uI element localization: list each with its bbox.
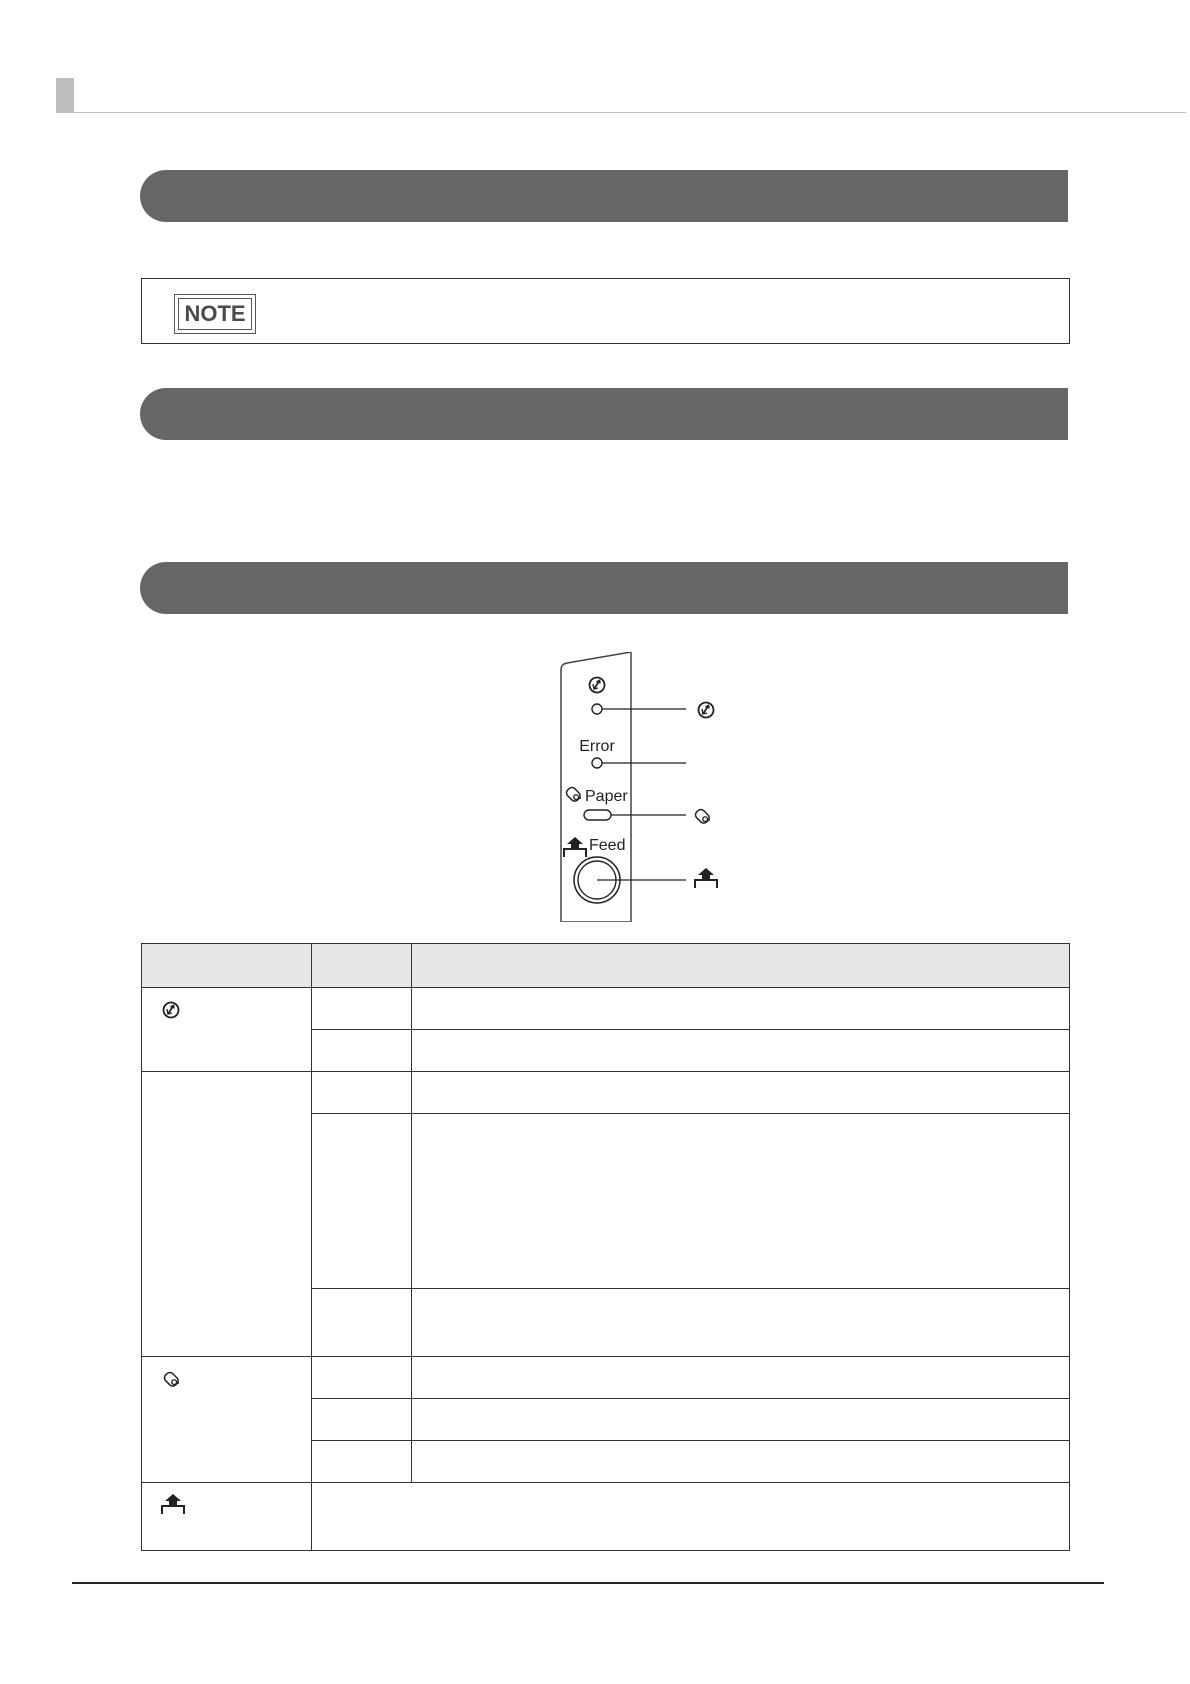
power-icon bbox=[159, 998, 183, 1022]
table-cell bbox=[412, 1289, 1070, 1357]
table-cell bbox=[312, 1114, 412, 1289]
panel-power-icon bbox=[590, 678, 605, 693]
power-row-label bbox=[142, 988, 312, 1072]
table-cell bbox=[312, 1441, 412, 1483]
paper-led bbox=[584, 810, 611, 820]
error-row-label bbox=[142, 1072, 312, 1357]
callout-feed-icon bbox=[695, 868, 717, 888]
table-cell bbox=[312, 1357, 412, 1399]
feed-row-label bbox=[142, 1483, 312, 1551]
table-cell bbox=[412, 1441, 1070, 1483]
table-cell bbox=[312, 1483, 1070, 1551]
footer-rule bbox=[72, 1582, 1104, 1584]
table-row bbox=[142, 1357, 1070, 1399]
callout-power-icon bbox=[699, 703, 714, 718]
table-cell bbox=[412, 1072, 1070, 1114]
led-status-table bbox=[141, 943, 1070, 1551]
table-row bbox=[142, 988, 1070, 1030]
section-heading-bar-2 bbox=[140, 388, 1068, 440]
error-label: Error bbox=[579, 738, 615, 755]
header-rule bbox=[56, 112, 1186, 113]
table-row bbox=[142, 1072, 1070, 1114]
table-cell bbox=[312, 1030, 412, 1072]
control-panel-illustration bbox=[558, 652, 728, 922]
note-box bbox=[141, 278, 1070, 344]
feed-label: Feed bbox=[589, 837, 626, 854]
section-heading-bar-3 bbox=[140, 562, 1068, 614]
table-cell bbox=[312, 1072, 412, 1114]
table-cell bbox=[412, 1357, 1070, 1399]
paper-row-label bbox=[142, 1357, 312, 1483]
table-cell bbox=[412, 1114, 1070, 1289]
callout-paper-icon bbox=[694, 808, 711, 825]
table-cell bbox=[412, 1399, 1070, 1441]
power-led bbox=[592, 704, 602, 714]
table-header-cell bbox=[142, 944, 312, 988]
table-row bbox=[142, 1483, 1070, 1551]
table-cell bbox=[412, 1030, 1070, 1072]
panel-feed-icon bbox=[564, 837, 586, 857]
feed-icon bbox=[159, 1493, 187, 1517]
panel-paper-icon bbox=[565, 786, 582, 803]
error-led bbox=[592, 758, 602, 768]
table-header-row bbox=[142, 944, 1070, 988]
note-badge bbox=[174, 294, 256, 334]
note-badge-label: NOTE bbox=[178, 298, 252, 330]
table-cell bbox=[312, 1289, 412, 1357]
table-cell bbox=[312, 988, 412, 1030]
paper-label: Paper bbox=[585, 788, 628, 805]
header-tab bbox=[56, 78, 74, 112]
table-cell bbox=[312, 1399, 412, 1441]
table-header-cell bbox=[312, 944, 412, 988]
table-header-cell bbox=[412, 944, 1070, 988]
section-heading-bar-1 bbox=[140, 170, 1068, 222]
paper-roll-icon bbox=[159, 1367, 185, 1393]
table-cell bbox=[412, 988, 1070, 1030]
